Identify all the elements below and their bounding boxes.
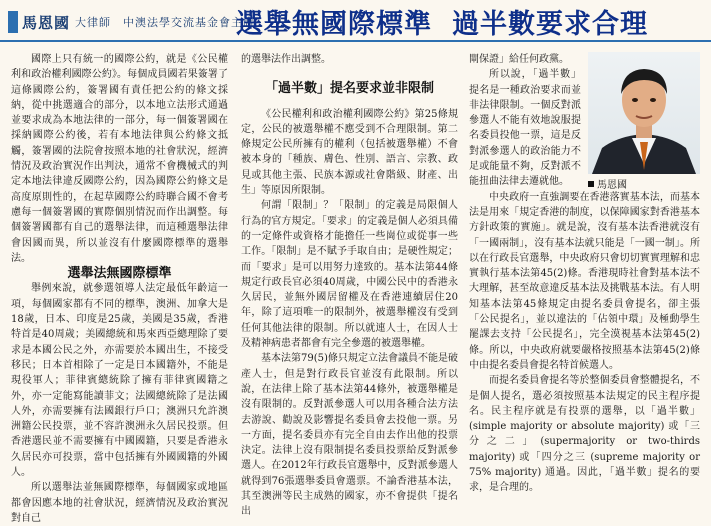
column-1 <box>11 52 228 526</box>
paragraph: 而提名委員會提名等於整個委員會整體提名，不是個人提名，選必須按照基本法規定的民主程序提名。民主程序就是有投票的選舉，以「過半數」(simple majority or absolute majority) 或「三分之二」(supermajority or two-thirds majority) 或「四分之三 (supreme majority or 75% majority) 通過。因此，「過半數」提名的要求，是合理的。 <box>469 375 700 494</box>
author-photo-block <box>588 52 700 191</box>
headline-part-1: 選舉無國際標準 <box>236 9 432 40</box>
paragraph: 所以說，「過半數」提名是一種政治要求而並非法律限制。一個反對派參選人不能有效地說服提名委員投他一票，這是反對派參選人的政治能力不足或能量不夠，反對派不能扭曲法律去遷就他。 <box>469 69 581 188</box>
caption-bullet <box>588 181 594 187</box>
section-subheading: 選舉法無國際標準 <box>67 266 172 282</box>
headline-part-2: 過半數要求合理 <box>452 9 648 40</box>
header-divider <box>0 40 711 42</box>
paragraph: 閘保證」給任何政黨。 <box>469 54 569 65</box>
paragraph: 何謂「限制」？「限制」的定義是局限個人行為的官方規定。「要求」的定義是個人必須具備的一定條件或資格才能擔任一些崗位或從事一些工作。「限制」是不賦予手取自由；是硬性規定；而「要求」是可以用努力達致的。基本法第44條規定行政長官必須40周歲，中國公民中的香港永久居民，並無外國居留權及在香港連續居住20年，除了這項唯一的限制外，被選舉權沒有受到任何其他法律的限制。所以就連人士，在因人士及精神病患者都會有完全參選的被選舉權。 <box>241 200 458 350</box>
text-beside-photo <box>469 52 581 190</box>
article-header <box>0 0 711 44</box>
text-below-photo <box>469 190 700 496</box>
paragraph: 所以選舉法並無國際標準，每個國家或地區都會因應本地的社會狀況，經濟情況及政治實況對自己 <box>11 482 228 524</box>
paragraph: 《公民權利和政治權利國際公約》第25條規定，公民的被選舉權不應受到不合理限制。第二條規定公民所擁有的權利（包括被選舉權）不會被本身的「種族、膚色、性別、語言、宗教、政見或其他主張、民族本源或社會階級、財產、出生」等原因所限制。 <box>241 108 458 197</box>
paragraph: 基本法第79(5)條只規定立法會議員不能是破產人士，但是對行政長官並沒有此限制。所以說，在法律上除了基本法第44條外，被選舉權是沒有限制的。反對派參選人可以用各種合法方法去游說、勸說及影響提名委員會去投他一票。另一方面，提名委員亦有完全自由去作出他的投票決定。法律上沒有限制提名委員投票給反對派參選人。在2012年行政長官選舉中，反對派參選人就得到76張選舉委員會選票。不論香港基本法，其至澳洲等民主成熟的國家，亦不會提供「提名出 <box>241 353 458 518</box>
author-byline <box>8 10 255 34</box>
paragraph: 舉例來說，就參選領導人法定最低年齡這一項，每個國家都有不同的標準，澳洲、加拿大是18歲，日本、印度是25歲，美國是35歲，香港特首是40周歲；美國總統和馬來西亞總理除了要求是本國公民之外，亦需要於本國出生，不接受移民；日本首相除了一定是日本國籍外，不能是現役軍人；菲律賓總統除了擁有菲律賓國籍之外，亦一定能寫能讀菲文；法國總統除了是法國人外，亦需要擁有法國銀行戶口；澳洲只允許澳洲籍公民投票，並不容許澳洲永久居民投票。但香港選民並不需要擁有中國國籍，只要是香港永久居民亦可投票，當中包括擁有外國國籍的外國人。 <box>11 283 228 479</box>
column-2 <box>241 52 458 520</box>
article-headline <box>236 2 668 41</box>
author-name: 馬恩國 <box>22 13 71 32</box>
paragraph: 中央政府一直強調要在香港落實基本法，而基本法是用來「規定香港的制度，以保障國家對香港基本方針政策的實施」。就是說，沒有基本法香港就沒有「一國兩制」，沒有基本法就只能是「一國一制」。所以在行政長官選舉，中央政府只會切切實實理解和忠實執行基本法第45(2)條。香港現時社會對基本法不大理解，甚至故意違反基本法及挑戰基本法。有人明知基本法第45條規定由提名委員會提名，卻主張「公民提名」，並以違法的「佔領中環」及極動學生罷課去支持「公民提名」，完全漠視基本法第45(2)條。所以，中央政府就要嚴格按照基本法第45(2)條中由提名委員會提名特首候選人。 <box>469 191 700 371</box>
author-title: 大律師 中澳法學交流基金會主席 <box>75 16 256 29</box>
section-subheading: 「過半數」提名要求並非限制 <box>264 81 434 97</box>
photo-caption-text: 馬恩國 <box>597 180 627 191</box>
paragraph: 國際上只有統一的國際公約，就是《公民權利和政治權利國際公約》。每個成員國若果簽署了這條國際公約，簽署國有責任把公約的條文採納，從中挑選適合的部分，以本地立法形式通過並要求成為本地法律的一部分，每一個簽署國在採納國際公約後，若有本地法律與公約條文抵觸，簽署國的法院會按照本地的社會狀況，經濟情況及政治實況作出判決，通常不會機械式的判定本地法律違反國際公約，因為國際公約條文是高度原則性的，在起草國際公約時聯合國不會考慮每一個簽署國的實際個別情況而作出調整。每個簽署國都有自己的選舉法律，而這種選舉法律會因國而異，所以並沒有什麼國際標準的選舉法。 <box>11 54 228 264</box>
byline-accent-bar <box>8 11 18 33</box>
portrait-photo <box>588 52 700 174</box>
photo-caption <box>588 176 700 191</box>
paragraph: 的選舉法作出調整。 <box>241 54 331 65</box>
